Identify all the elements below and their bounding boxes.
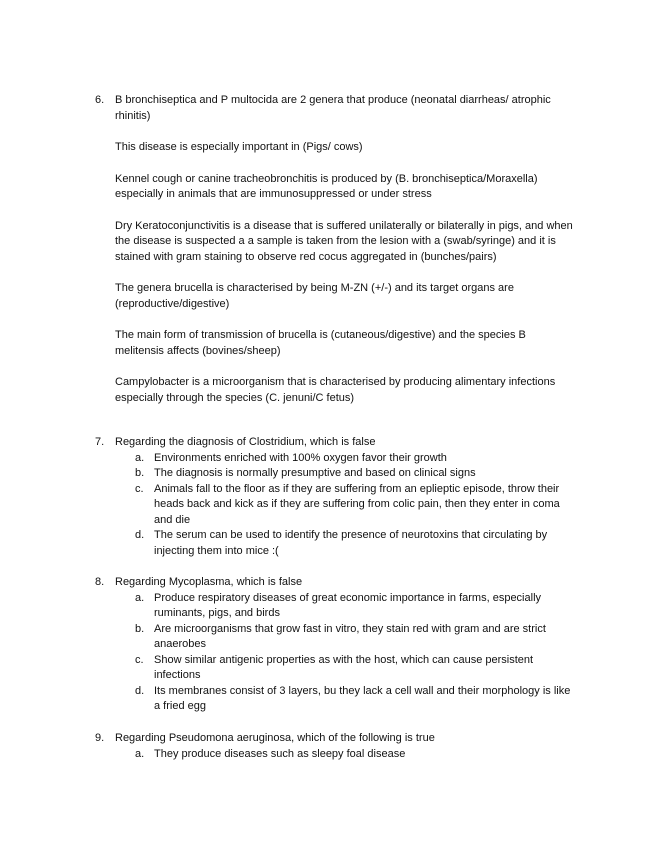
q6-paragraph-3: Kennel cough or canine tracheobronchitis is produced by (B. bronchiseptica/Moraxella) especially in animals that are immunosuppressed or under stress bbox=[115, 172, 538, 200]
option-d: d. The serum can be used to identify the presence of neurotoxins that circulating by injecting them into mice :( bbox=[135, 529, 548, 557]
question-9 bbox=[95, 731, 575, 762]
options-list bbox=[115, 591, 575, 715]
question-number: 7. bbox=[95, 436, 105, 448]
q6-paragraph-5: The genera brucella is characterised by being M-ZN (+/-) and its target organs are (reproductive/digestive) bbox=[115, 282, 514, 310]
q6-paragraph-4: Dry Keratoconjunctivitis is a disease that is suffered unilaterally or bilaterally in pigs, and when the disease is suspected a a sample is taken from the lesion with a (swab/syringe) and it is stained with gram staining to observe red cocus aggregated in (bunches/pairs) bbox=[115, 219, 573, 263]
question-number: 8. bbox=[95, 576, 105, 588]
q6-paragraph-6: The main form of transmission of brucella is (cutaneous/digestive) and the species B melitensis affects (bovines/sheep) bbox=[115, 329, 526, 357]
option-c: c. Animals fall to the floor as if they are suffering from an eplieptic episode, throw their heads back and kick as if they are suffering from colic pain, then they enter in coma and die bbox=[135, 482, 560, 526]
option-b: b. The diagnosis is normally presumptive and based on clinical signs bbox=[135, 467, 476, 479]
options-list bbox=[115, 747, 575, 763]
options-list bbox=[115, 451, 575, 560]
question-8 bbox=[95, 575, 575, 715]
question-6 bbox=[95, 93, 575, 422]
option-a: a. Environments enriched with 100% oxygen favor their growth bbox=[135, 451, 447, 464]
option-c: c. Show similar antigenic properties as with the host, which can cause persistent infections bbox=[135, 653, 534, 681]
q6-paragraph-2: This disease is especially important in (Pigs/ cows) bbox=[115, 141, 363, 153]
question-number: 9. bbox=[95, 732, 105, 744]
question-stem: Regarding Mycoplasma, which is false bbox=[115, 576, 303, 588]
question-stem: Regarding the diagnosis of Clostridium, which is false bbox=[115, 436, 376, 448]
option-b: b. Are microorganisms that grow fast in vitro, they stain red with gram and are strict anaerobes bbox=[135, 622, 546, 650]
option-a: a. Produce respiratory diseases of great economic importance in farms, especially ruminants, pigs, and birds bbox=[135, 591, 542, 619]
question-stem: Regarding Pseudomona aeruginosa, which of the following is true bbox=[115, 732, 435, 744]
q6-paragraph-1: B bronchiseptica and P multocida are 2 genera that produce (neonatal diarrheas/ atrophic rhinitis) bbox=[115, 94, 551, 122]
q6-paragraph-7: Campylobacter is a microorganism that is characterised by producing alimentary infections especially through the species (C. jenuni/C fetus) bbox=[115, 376, 556, 404]
option-a: a. They produce diseases such as sleepy foal disease bbox=[135, 747, 406, 760]
question-7 bbox=[95, 435, 575, 559]
option-d: d. Its membranes consist of 3 layers, bu they lack a cell wall and their morphology is like a fried egg bbox=[135, 684, 571, 712]
question-number: 6. bbox=[95, 94, 105, 106]
